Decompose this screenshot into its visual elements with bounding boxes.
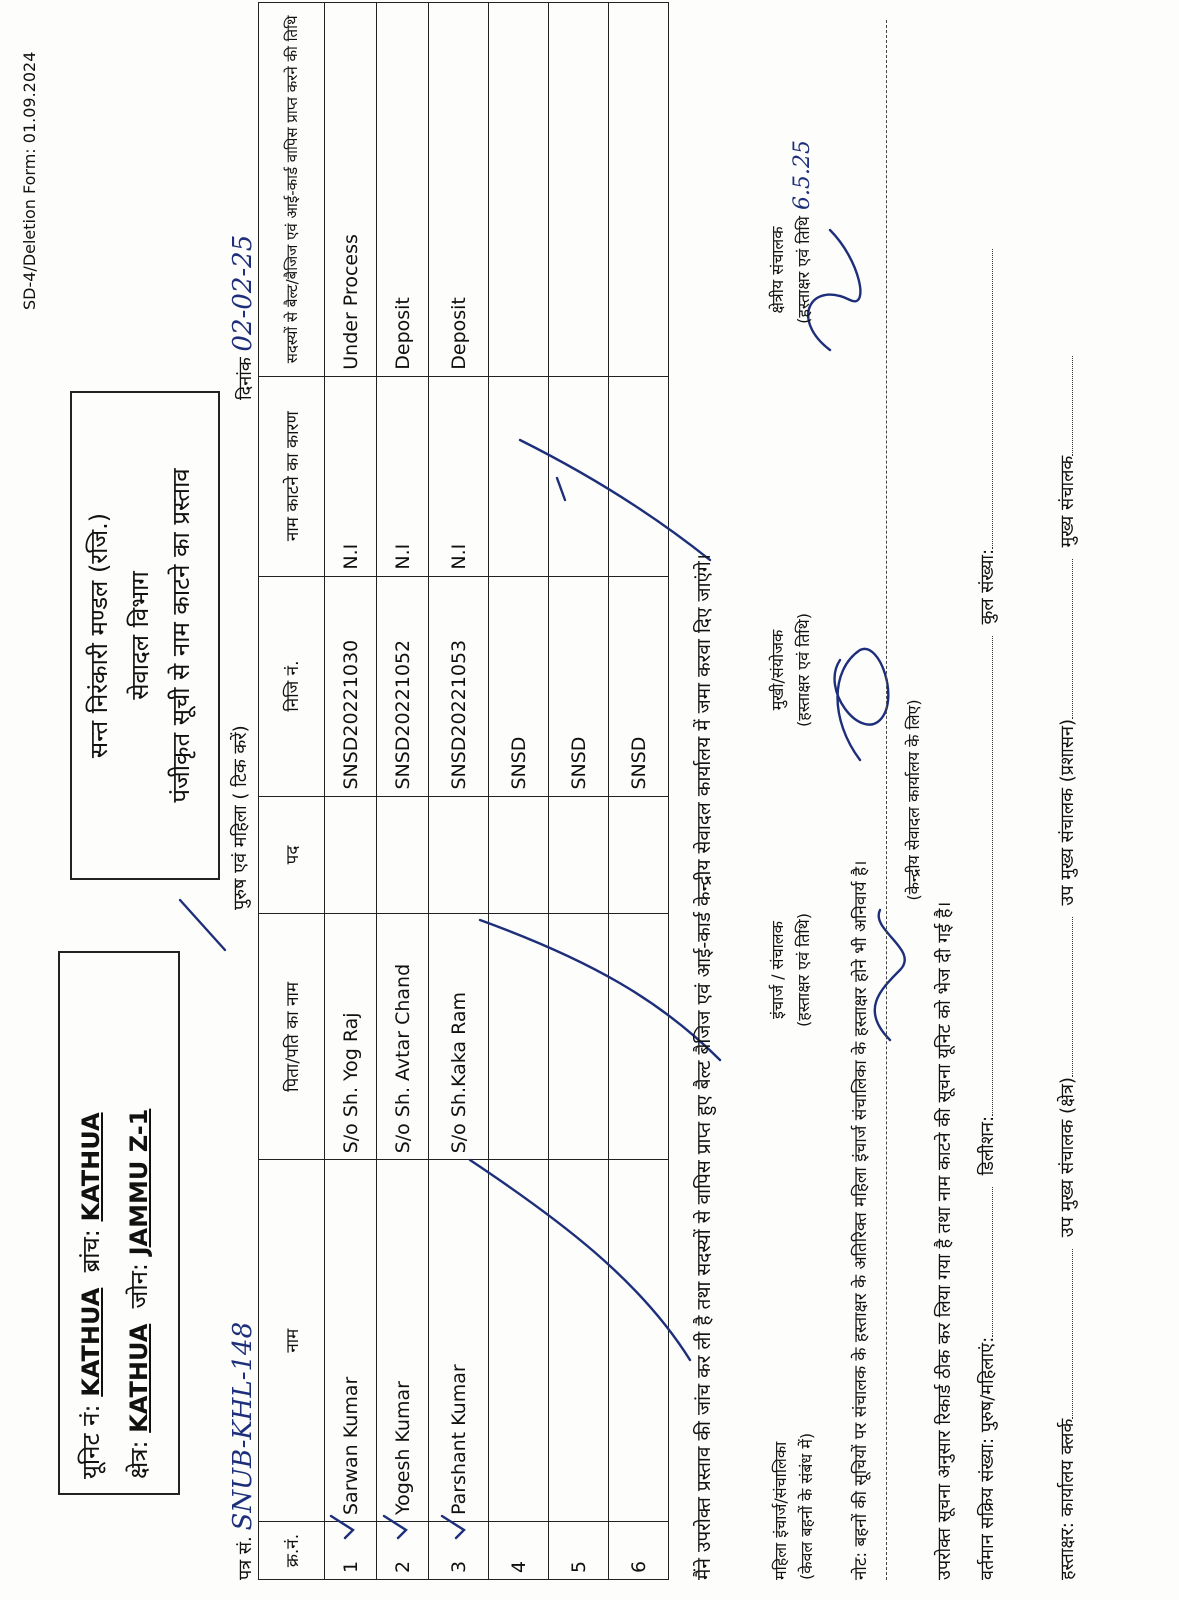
cell-sn: 1 [325, 1522, 377, 1580]
gender-tick-mark [180, 900, 225, 950]
total-field [992, 249, 993, 549]
date-value: 02-02-25 [228, 234, 258, 352]
note-text: नोट: बहनों की सूचियों पर संचालक के हस्ताक्षर के अतिरिक्त महिला इंचार्ज संचालिका के हस्ताक्षर होने भी अनिवार्य है। [851, 860, 871, 1580]
cell-father: S/o Sh. Avtar Chand [377, 914, 429, 1160]
strike-line [480, 920, 720, 1060]
incharge-block [765, 870, 817, 1070]
separator-line [886, 20, 887, 1580]
org-name: सन्त निरंकारी मण्डल (रजि.) [85, 512, 113, 759]
chief-field [1072, 356, 1073, 456]
cell-pid: SNSD [609, 576, 669, 796]
org-title: पंजीकृत सूची से नाम काटने का प्रस्ताव [167, 468, 195, 803]
cell-sn: 2 [377, 1522, 429, 1580]
cell-pid: SNSD [549, 576, 609, 796]
mukhi-sub: (हस्ताक्षर एवं तिथि) [794, 612, 813, 728]
kshetriya-hw-date: 6.5.25 [790, 140, 815, 210]
dy-chief-admin-label: उप मुख्य संचालक (प्रशासन) [1057, 718, 1078, 906]
total-label: कुल संख्या: [977, 548, 998, 625]
central-line-1: उपरोक्त सूचना अनुसार रिकार्ड ठीक कर लिया गया है तथा नाम काटने की सूचना यूनिट को भेज दी गई है। [934, 901, 955, 1580]
cell-return-date: Deposit [377, 3, 429, 377]
branch-value: KATHUA [77, 1112, 105, 1222]
dy-chief-admin-field [1072, 559, 1073, 719]
dy-chief-kshetra-label: उप मुख्य संचालक (क्षेत्र) [1057, 1077, 1078, 1238]
col-header-sn: क्र.नं. [259, 1522, 325, 1580]
cell-sn: 5 [549, 1522, 609, 1580]
clerk-sign-label: हस्ताक्षर: कार्यालय क्लर्क [1057, 1418, 1078, 1580]
cell-return-date: Deposit [429, 3, 489, 377]
lady-incharge-label: महिला इंचार्ज/संचालिका [771, 1441, 790, 1580]
cell-sn: 4 [489, 1522, 549, 1580]
cell-name: Sarwan Kumar [325, 1160, 377, 1522]
col-header-post: पद [259, 796, 325, 914]
signature-mukhi [835, 649, 889, 760]
gender-select: पुरुष एवं महिला ( टिक करें) [230, 725, 251, 910]
signature-incharge [875, 910, 905, 1040]
cell-father: S/o Sh. Yog Raj [325, 914, 377, 1160]
active-count-field [992, 1187, 993, 1337]
col-header-reason: नाम काटने का कारण [259, 376, 325, 576]
col-header-name: नाम [259, 1160, 325, 1522]
unit-value: KATHUA [77, 1287, 105, 1397]
cell-pid: SNSD20221052 [377, 576, 429, 796]
cell-pid: SNSD20221053 [429, 576, 489, 796]
letter-no-value: SNUB-KHL-148 [228, 1321, 258, 1531]
strike-line [470, 1160, 690, 1360]
mukhi-label: मुखी/संयोजक [768, 629, 787, 711]
cell-reason: N.I [377, 376, 429, 576]
area-label: क्षेत्र: [125, 1440, 153, 1479]
declaration-text: मैंने उपरोक्त प्रस्ताव की जांच कर ली है तथा सदस्यों से वापिस प्राप्त हुए बैल्ट बैजिज एवं आई-कार्ड केन्द्रीय सेवादल कार्यालय में जमा करवा दिए जाएंगे। [693, 554, 715, 1580]
kshetriya-sub: (हस्ताक्षर एवं तिथि [794, 216, 813, 324]
branch-label: ब्रांच: [77, 1229, 105, 1273]
cell-sn: 6 [609, 1522, 669, 1580]
col-header-pid: निजि नं. [259, 576, 325, 796]
deletion-field [992, 636, 993, 1116]
incharge-sub: (हस्ताक्षर एवं तिथि) [794, 912, 813, 1028]
mukhi-block [765, 570, 817, 770]
cell-pid: SNSD [489, 576, 549, 796]
form-code: SD-4/Deletion Form: 01.09.2024 [20, 51, 39, 310]
dy-chief-kshetra-field [1072, 917, 1073, 1077]
date-label: दिनांक [235, 357, 256, 400]
strike-line [557, 478, 565, 500]
central-line-3 [1055, 356, 1079, 1580]
zone-label: जोन: [125, 1263, 153, 1309]
central-heading: (केन्द्रीय सेवादल कार्यालय के लिए) [904, 699, 923, 901]
tick-mark [442, 1516, 464, 1538]
area-value: KATHUA [125, 1323, 153, 1433]
tick-mark [331, 1516, 353, 1538]
col-header-father: पिता/पति का नाम [259, 914, 325, 1160]
kshetriya-label: क्षेत्रीय संचालक [768, 226, 787, 314]
letter-no-label: पत्र सं. [235, 1536, 256, 1580]
strike-line [520, 440, 710, 560]
cell-return-date: Under Process [325, 3, 377, 377]
incharge-label: इंचार्ज / संचालक [768, 921, 787, 1019]
tick-mark [384, 1516, 406, 1538]
deletion-label: डिलीशन: [977, 1115, 998, 1176]
unit-label: यूनिट नं: [77, 1404, 105, 1479]
col-header-return-date: सदस्यों से बैल्ट/बैजिज एवं आई-कार्ड वापिस प्राप्त करने की तिथि [259, 3, 325, 377]
lady-incharge-block [768, 1433, 820, 1580]
active-count-label: वर्तमान सक्रिय संख्या: पुरुष/महिलाएं: [977, 1336, 998, 1580]
cell-name: Yogesh Kumar [377, 1160, 429, 1522]
central-line-2 [975, 249, 999, 1580]
lady-incharge-note: (केवल बहनों के संबंध में) [797, 1432, 816, 1580]
cell-pid: SNSD20221030 [325, 576, 377, 796]
cell-reason: N.I [429, 376, 489, 576]
zone-value: JAMMU Z-1 [125, 1108, 153, 1256]
chief-label: मुख्य संचालक [1057, 455, 1078, 548]
cell-sn: 3 [429, 1522, 489, 1580]
cell-name: Parshant Kumar [429, 1160, 489, 1522]
cell-father: S/o Sh.Kaka Ram [429, 914, 489, 1160]
org-dept: सेवादल विभाग [126, 571, 154, 700]
cell-reason: N.I [325, 376, 377, 576]
clerk-sign-field [1072, 1249, 1073, 1419]
